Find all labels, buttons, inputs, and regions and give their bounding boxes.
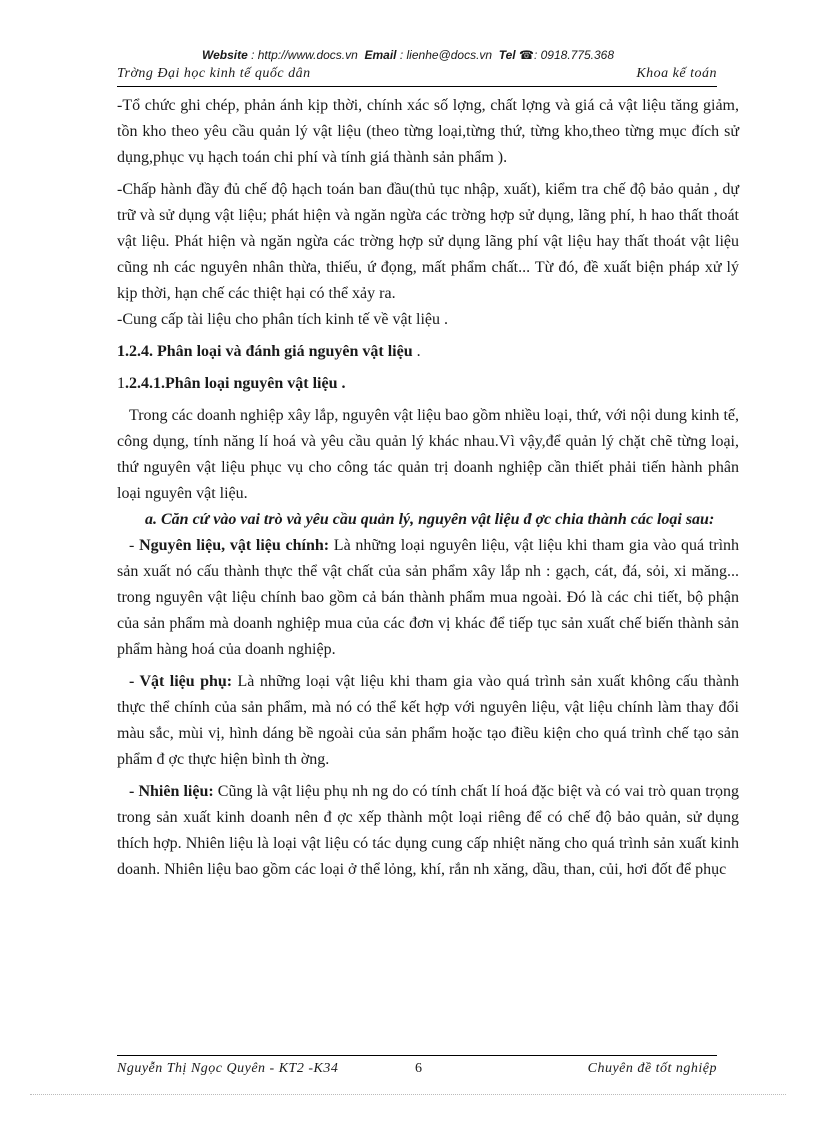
section-heading-tail: .	[412, 343, 421, 360]
auxiliary-materials-term: - Vật liệu phụ:	[129, 673, 233, 690]
website-label: Website	[201, 48, 248, 62]
subsection-heading-text: .2.4.1.Phân loại nguyên vật liệu .	[125, 375, 346, 392]
site-header	[0, 48, 816, 62]
main-materials-text: Là những loại nguyên liệu, vật liệu khi tham gia vào quá trình sản xuất nó cấu thành thực thể vật chất của sản phẩm xây lắp nh : gạch, cát, đá, sỏi, xi măng... trong nguyên vật liệu chính bao gồm cả bán thành phẩm mua ngoài. Đó là các chi tiết, bộ phận của sản phẩm mà doanh nghiệp mua của các đơn vị khác để tiếp tục sản xuất chế biến thành sản phẩm hàng hoá của doanh nghiệp.	[117, 537, 740, 658]
document-body	[117, 93, 739, 883]
page-bottom-divider	[30, 1094, 786, 1095]
fuel-text: Cũng là vật liệu phụ nh ng do có tính chất lí hoá đặc biệt và có vai trò quan trọng trong sản xuất kinh doanh nên đ ợc xếp thành một loại riêng để có chế độ bảo quản, sử dụng thích hợp. Nhiên liệu là loại vật liệu có tác dụng cung cấp nhiệt năng cho quá trình sản xuất kinh doanh. Nhiên liệu bao gồm các loại ở thể lỏng, khí, rắn nh xăng, dầu, than, củi, hơi đốt để phục	[117, 783, 739, 878]
tel-value: : 0918.775.368	[533, 48, 615, 62]
footer-topic: Chuyên đề tốt nghiệp	[587, 1061, 717, 1076]
paragraph-fuel	[117, 779, 739, 883]
classification-heading: a. Căn cứ vào vai trò và yêu cầu quản lý, nguyên vật liệu đ ợc chia thành các loại sau:	[145, 511, 715, 528]
fuel-term: - Nhiên liệu:	[129, 783, 214, 800]
email-value: : lienhe@docs.vn	[399, 48, 493, 62]
paragraph-auxiliary-materials	[117, 669, 739, 773]
section-heading-1-2-4	[117, 339, 739, 365]
paragraph-2: -Chấp hành đầy đủ chế độ hạch toán ban đầu(thủ tục nhập, xuất), kiểm tra chế độ bảo quản , dự trữ và sử dụng vật liệu; phát hiện và ngăn ngừa các trờng hợp sử dụng, lãng phí, h hao thất thoát vật liệu. Phát hiện và ngăn ngừa các trờng hợp sử dụng lãng phí vật liệu hay thất thoát vật liệu cũng nh các nguyên nhân thừa, thiếu, ứ đọng, mất phẩm chất... Từ đó, đề xuất biện pháp xử lý kịp thời, hạn chế các thiệt hại có thể xảy ra.	[117, 181, 739, 302]
website-value: : http://www.docs.vn	[251, 48, 358, 62]
subsection-heading-prefix: 1	[117, 375, 125, 392]
subsection-heading-1-2-4-1	[117, 371, 739, 397]
paragraph-3: -Cung cấp tài liệu cho phân tích kinh tế về vật liệu .	[117, 311, 449, 328]
main-materials-lead: -	[129, 537, 140, 554]
paragraph-4: Trong các doanh nghiệp xây lắp, nguyên vật liệu bao gồm nhiều loại, thứ, với nội dung kinh tế, công dụng, tính năng lí hoá và yêu cầu quản lý khác nhau.Vì vậy,để quản lý chặt chẽ từng loại, thứ nguyên vật liệu phục vụ cho công tác quản trị doanh nghiệp cần thiết phải tiến hành phân loại nguyên vật liệu.	[117, 407, 739, 502]
main-materials-term: Nguyên liệu, vật liệu chính:	[139, 537, 330, 554]
paragraph-1: -Tổ chức ghi chép, phản ánh kịp thời, chính xác số lợng, chất lợng và giá cả vật liệu tăng giảm, tồn kho theo yêu cầu quản lý vật liệu (theo từng loại,từng thứ, từng kho,theo từng mục đích sử dụng,phục vụ hạch toán chi phí và tính giá thành sản phẩm ).	[117, 97, 739, 166]
university-name: Trờng Đại học kinh tế quốc dân	[117, 66, 311, 81]
footer-author: Nguyễn Thị Ngọc Quyên - KT2 -K34	[117, 1061, 339, 1076]
running-head	[117, 64, 717, 87]
section-heading-text: 1.2.4. Phân loại và đánh giá nguyên vật liệu	[117, 343, 413, 360]
email-label: Email	[364, 48, 397, 62]
paragraph-main-materials	[117, 533, 739, 663]
page-footer	[117, 1055, 717, 1080]
auxiliary-materials-text: Là những loại vật liệu khi tham gia vào quá trình sản xuất không cấu thành thực thể chính của sản phẩm, mà nó có thể kết hợp với nguyên liệu, vật liệu chính làm thay đổi màu sắc, mùi vị, hình dáng bề ngoài của sản phẩm hoặc tạo điều kiện cho quá trình chế tạo sản phẩm đ ợc thực hiện bình th ờng.	[117, 673, 739, 768]
page-number: 6	[415, 1061, 422, 1076]
phone-icon: ☎	[519, 48, 534, 62]
tel-label: Tel	[498, 48, 516, 62]
faculty-name: Khoa kế toán	[636, 66, 717, 81]
